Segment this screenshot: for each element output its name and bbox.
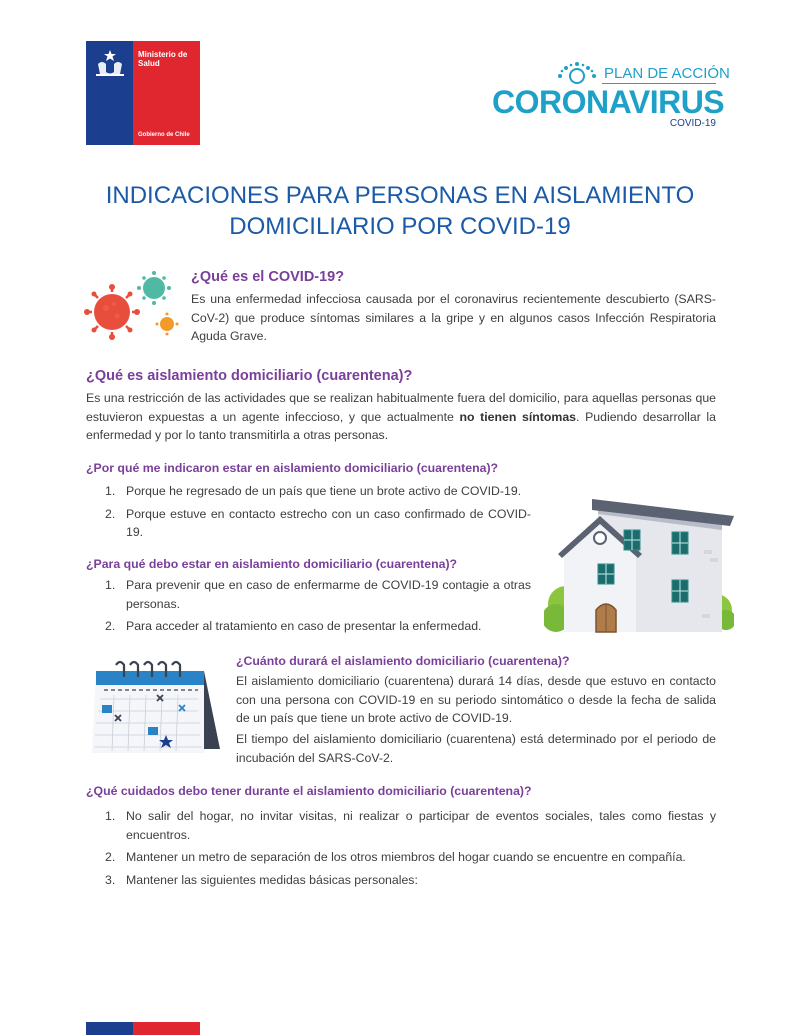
section-2-body-start: Es una restricción de las actividades que se realizan habitualmente fuera del domicilio, para aquellas personas que estuvieron expuestas a un agente infeccioso, y que actualmente xyxy=(86,391,716,424)
list-item xyxy=(86,482,531,501)
list-item xyxy=(86,807,716,844)
page-title xyxy=(80,180,720,242)
section-2-body xyxy=(86,389,716,445)
list-item-text: Porque he regresado de un país que tiene un brote activo de COVID-19. xyxy=(126,484,522,498)
section-2-body-end: . Pudiendo desarrollar la enfermedad y por lo tanto transmitirla a otras personas. xyxy=(86,409,717,442)
section-5-paragraph-1: El aislamiento domiciliario (cuarentena) durará 14 días, desde que estuvo en contacto con una persona con COVID-19 en su periodo sintomático o desde la fecha de salida de un país que tiene un brote activo de COVID-19. xyxy=(236,674,716,725)
list-item-text: Para prevenir que en caso de enfermarme de COVID-19 contagie a otras personas. xyxy=(126,578,531,611)
list-item xyxy=(86,576,531,613)
list-item xyxy=(86,871,716,890)
list-item-text: No salir del hogar, no invitar visitas, ni realizar o participar de eventos sociales, tales como fiestas y encuentros. xyxy=(126,809,716,842)
campaign-sub-label: COVID-19 xyxy=(669,118,716,129)
list-item xyxy=(86,617,531,636)
footer-blue xyxy=(86,1022,133,1035)
section-3-heading: ¿Por qué me indicaron estar en aislamiento domiciliario (cuarentena)? xyxy=(86,461,499,475)
calendar-illustration xyxy=(86,657,222,759)
virus-illustration xyxy=(84,268,184,348)
virus-dots-icon xyxy=(554,60,600,86)
section-4-list xyxy=(86,576,531,640)
list-item xyxy=(86,505,531,542)
list-item-number: 3. xyxy=(105,872,116,887)
title-line-2: DOMICILIARIO POR COVID-19 xyxy=(229,213,571,240)
section-2-body-bold: no tienen síntomas xyxy=(459,409,577,424)
gobierno-de-chile-logo xyxy=(86,41,200,145)
house-illustration xyxy=(544,494,734,636)
list-item-number: 2. xyxy=(105,506,116,521)
plan-label: PLAN DE ACCIÓN xyxy=(604,65,730,82)
section-2-heading: ¿Qué es aislamiento domiciliario (cuarentena)? xyxy=(86,368,413,384)
section-1-body: Es una enfermedad infecciosa causada por el coronavirus recientemente descubierto (SARS-CoV-2) que produce síntomas similares a la gripe y en algunos casos Infección Respiratoria Aguda Grave. xyxy=(191,292,716,343)
list-item-text: Mantener un metro de separación de los otros miembros del hogar cuando se encuentre en compañía. xyxy=(126,850,686,864)
section-6-list xyxy=(86,807,716,893)
campaign-label: CORONAVIRUS xyxy=(492,84,725,120)
section-1-heading: ¿Qué es el COVID-19? xyxy=(191,269,345,285)
list-item-number: 2. xyxy=(105,850,116,864)
government-label: Gobierno de Chile xyxy=(138,132,190,138)
section-4-heading: ¿Para qué debo estar en aislamiento domiciliario (cuarentena)? xyxy=(86,557,458,571)
list-item xyxy=(86,848,716,867)
section-5-paragraph-2: El tiempo del aislamiento domiciliario (cuarentena) está determinado por el periodo de incubación del SARS-CoV-2. xyxy=(236,732,716,765)
section-3-list xyxy=(86,482,531,546)
coat-of-arms-icon xyxy=(92,48,128,78)
list-item-number: 1. xyxy=(105,484,116,498)
section-6-heading: ¿Qué cuidados debo tener durante el aislamiento domiciliario (cuarentena)? xyxy=(86,784,532,798)
list-item-text: Para acceder al tratamiento en caso de presentar la enfermedad. xyxy=(126,619,482,633)
title-line-1: INDICACIONES PARA PERSONAS EN AISLAMIENTO xyxy=(105,182,695,209)
list-item-number: 1. xyxy=(105,809,116,823)
list-item-number: 2. xyxy=(105,619,116,633)
plan-de-accion-logo xyxy=(492,60,730,130)
list-item-text: Mantener las siguientes medidas básicas personales: xyxy=(126,872,418,887)
footer-red xyxy=(133,1022,200,1035)
list-item-number: 1. xyxy=(105,578,116,592)
footer-flag-bar xyxy=(86,1022,200,1035)
ministry-label: Ministerio de Salud xyxy=(138,50,188,68)
list-item-text: Porque estuve en contacto estrecho con un caso confirmado de COVID-19. xyxy=(126,506,531,539)
section-5-heading: ¿Cuánto durará el aislamiento domiciliario (cuarentena)? xyxy=(236,654,570,668)
